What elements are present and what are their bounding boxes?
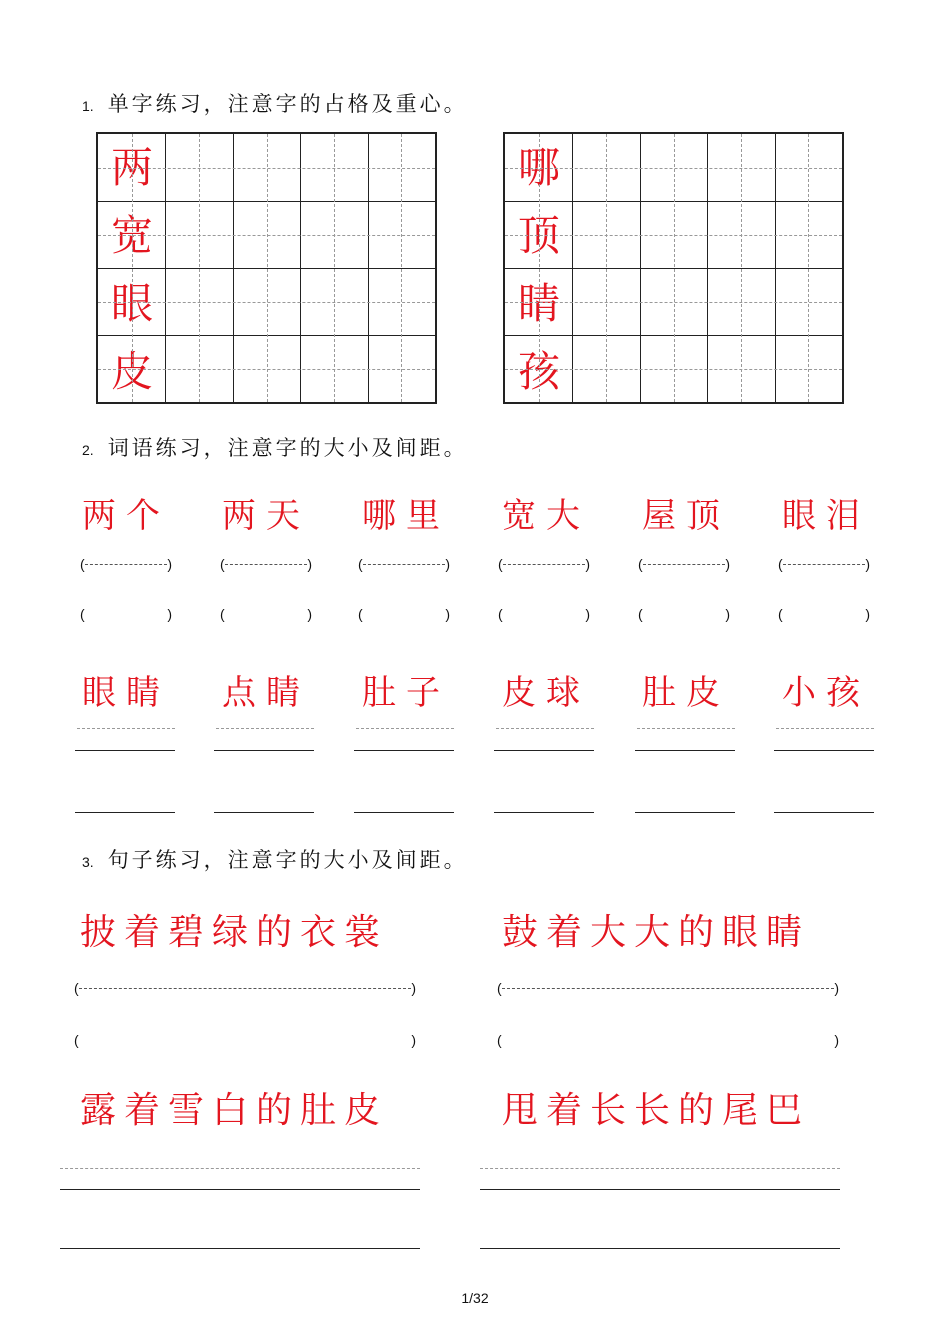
page-number: 1/32 xyxy=(461,1290,489,1306)
grid-guide-line xyxy=(334,134,335,402)
pinyin-answer-blank[interactable] xyxy=(80,554,172,574)
sentence: 披着碧绿的衣裳 xyxy=(80,912,389,953)
writing-guide-line xyxy=(216,728,314,729)
pinyin-answer-blank[interactable] xyxy=(638,604,730,624)
writing-line[interactable] xyxy=(480,1189,840,1190)
writing-line[interactable] xyxy=(354,750,454,751)
close-paren: ) xyxy=(411,980,416,996)
writing-line[interactable] xyxy=(635,812,735,813)
word-row1: 眼泪 xyxy=(782,496,870,536)
section-1-title: 单字练习，注意字的占格及重心。 xyxy=(107,92,468,116)
writing-guide-line xyxy=(637,728,735,729)
open-paren: ( xyxy=(498,556,503,572)
grid-guide-line xyxy=(98,302,435,303)
close-paren: ) xyxy=(834,1032,839,1048)
grid-guide-line xyxy=(505,302,842,303)
pinyin-answer-blank[interactable] xyxy=(497,1030,839,1050)
pinyin-guide-line xyxy=(502,988,834,989)
writing-guide-line xyxy=(480,1168,840,1169)
grid-guide-line xyxy=(505,369,842,370)
pinyin-guide-line xyxy=(79,988,411,989)
open-paren: ( xyxy=(498,606,503,622)
writing-line[interactable] xyxy=(60,1189,420,1190)
pinyin-guide-line xyxy=(503,564,585,565)
writing-guide-line xyxy=(776,728,874,729)
writing-line[interactable] xyxy=(635,750,735,751)
word-row1: 两个 xyxy=(82,496,170,536)
close-paren: ) xyxy=(307,606,312,622)
open-paren: ( xyxy=(80,606,85,622)
grid-char: 皮 xyxy=(110,347,153,396)
sentence: 露着雪白的肚皮 xyxy=(80,1090,389,1131)
word-row1: 两天 xyxy=(222,496,310,536)
section-2-heading xyxy=(82,432,468,462)
section-3-heading xyxy=(82,844,468,874)
writing-line[interactable] xyxy=(774,812,874,813)
grid-guide-line xyxy=(606,134,607,402)
writing-line[interactable] xyxy=(494,812,594,813)
grid-guide-line xyxy=(505,168,842,169)
writing-guide-line xyxy=(356,728,454,729)
writing-line[interactable] xyxy=(75,750,175,751)
close-paren: ) xyxy=(834,980,839,996)
character-grid-right xyxy=(503,132,844,404)
open-paren: ( xyxy=(358,556,363,572)
pinyin-answer-blank[interactable] xyxy=(220,604,312,624)
section-2-title: 词语练习，注意字的大小及间距。 xyxy=(107,436,468,460)
grid-char: 睛 xyxy=(517,279,560,328)
writing-line[interactable] xyxy=(774,750,874,751)
word-row2: 眼睛 xyxy=(82,673,170,713)
grid-char: 孩 xyxy=(517,347,560,396)
pinyin-answer-blank[interactable] xyxy=(220,554,312,574)
pinyin-answer-blank[interactable] xyxy=(74,978,416,998)
word-row1: 宽大 xyxy=(502,496,590,536)
writing-line[interactable] xyxy=(60,1248,420,1249)
section-1-number: 1. xyxy=(82,98,94,114)
open-paren: ( xyxy=(497,1032,502,1048)
section-3-title: 句子练习，注意字的大小及间距。 xyxy=(107,848,468,872)
close-paren: ) xyxy=(411,1032,416,1048)
section-1-heading xyxy=(82,88,468,118)
grid-guide-line xyxy=(674,134,675,402)
grid-char: 宽 xyxy=(110,211,153,260)
close-paren: ) xyxy=(725,556,730,572)
pinyin-answer-blank[interactable] xyxy=(778,604,870,624)
open-paren: ( xyxy=(220,556,225,572)
pinyin-answer-blank[interactable] xyxy=(638,554,730,574)
open-paren: ( xyxy=(74,980,79,996)
word-row1: 屋顶 xyxy=(642,496,730,536)
close-paren: ) xyxy=(585,556,590,572)
close-paren: ) xyxy=(725,606,730,622)
grid-char: 两 xyxy=(110,143,153,192)
close-paren: ) xyxy=(167,556,172,572)
grid-guide-line xyxy=(98,168,435,169)
grid-guide-line xyxy=(98,369,435,370)
open-paren: ( xyxy=(778,556,783,572)
open-paren: ( xyxy=(638,556,643,572)
word-row2: 点睛 xyxy=(222,673,310,713)
writing-line[interactable] xyxy=(480,1248,840,1249)
word-row1: 哪里 xyxy=(362,496,450,536)
close-paren: ) xyxy=(445,606,450,622)
pinyin-answer-blank[interactable] xyxy=(80,604,172,624)
writing-line[interactable] xyxy=(494,750,594,751)
grid-guide-line xyxy=(98,235,435,236)
writing-guide-line xyxy=(60,1168,420,1169)
pinyin-answer-blank[interactable] xyxy=(498,604,590,624)
open-paren: ( xyxy=(358,606,363,622)
close-paren: ) xyxy=(445,556,450,572)
close-paren: ) xyxy=(865,606,870,622)
writing-line[interactable] xyxy=(75,812,175,813)
open-paren: ( xyxy=(497,980,502,996)
grid-char: 顶 xyxy=(517,211,560,260)
close-paren: ) xyxy=(585,606,590,622)
writing-line[interactable] xyxy=(354,812,454,813)
grid-guide-line xyxy=(267,134,268,402)
grid-guide-line xyxy=(539,134,540,402)
section-2-number: 2. xyxy=(82,442,94,458)
pinyin-guide-line xyxy=(783,564,865,565)
pinyin-answer-blank[interactable] xyxy=(778,554,870,574)
word-row2: 肚皮 xyxy=(642,673,730,713)
section-3-number: 3. xyxy=(82,854,94,870)
open-paren: ( xyxy=(638,606,643,622)
word-row2: 肚子 xyxy=(362,673,450,713)
character-grid-left xyxy=(96,132,437,404)
grid-guide-line xyxy=(199,134,200,402)
sentence: 鼓着大大的眼睛 xyxy=(502,912,811,953)
pinyin-guide-line xyxy=(643,564,725,565)
word-row2: 皮球 xyxy=(502,673,590,713)
writing-guide-line xyxy=(77,728,175,729)
pinyin-answer-blank[interactable] xyxy=(498,554,590,574)
word-row2: 小孩 xyxy=(782,673,870,713)
open-paren: ( xyxy=(778,606,783,622)
writing-line[interactable] xyxy=(214,812,314,813)
sentence: 甩着长长的尾巴 xyxy=(502,1090,811,1131)
grid-guide-line xyxy=(401,134,402,402)
open-paren: ( xyxy=(74,1032,79,1048)
grid-guide-line xyxy=(808,134,809,402)
grid-guide-line xyxy=(505,235,842,236)
close-paren: ) xyxy=(865,556,870,572)
pinyin-guide-line xyxy=(85,564,167,565)
pinyin-answer-blank[interactable] xyxy=(358,554,450,574)
pinyin-answer-blank[interactable] xyxy=(497,978,839,998)
grid-guide-line xyxy=(132,134,133,402)
open-paren: ( xyxy=(220,606,225,622)
writing-line[interactable] xyxy=(214,750,314,751)
close-paren: ) xyxy=(167,606,172,622)
pinyin-guide-line xyxy=(363,564,445,565)
open-paren: ( xyxy=(80,556,85,572)
pinyin-answer-blank[interactable] xyxy=(74,1030,416,1050)
grid-char: 哪 xyxy=(517,143,560,192)
close-paren: ) xyxy=(307,556,312,572)
grid-char: 眼 xyxy=(110,279,153,328)
pinyin-answer-blank[interactable] xyxy=(358,604,450,624)
writing-guide-line xyxy=(496,728,594,729)
grid-guide-line xyxy=(741,134,742,402)
pinyin-guide-line xyxy=(225,564,307,565)
